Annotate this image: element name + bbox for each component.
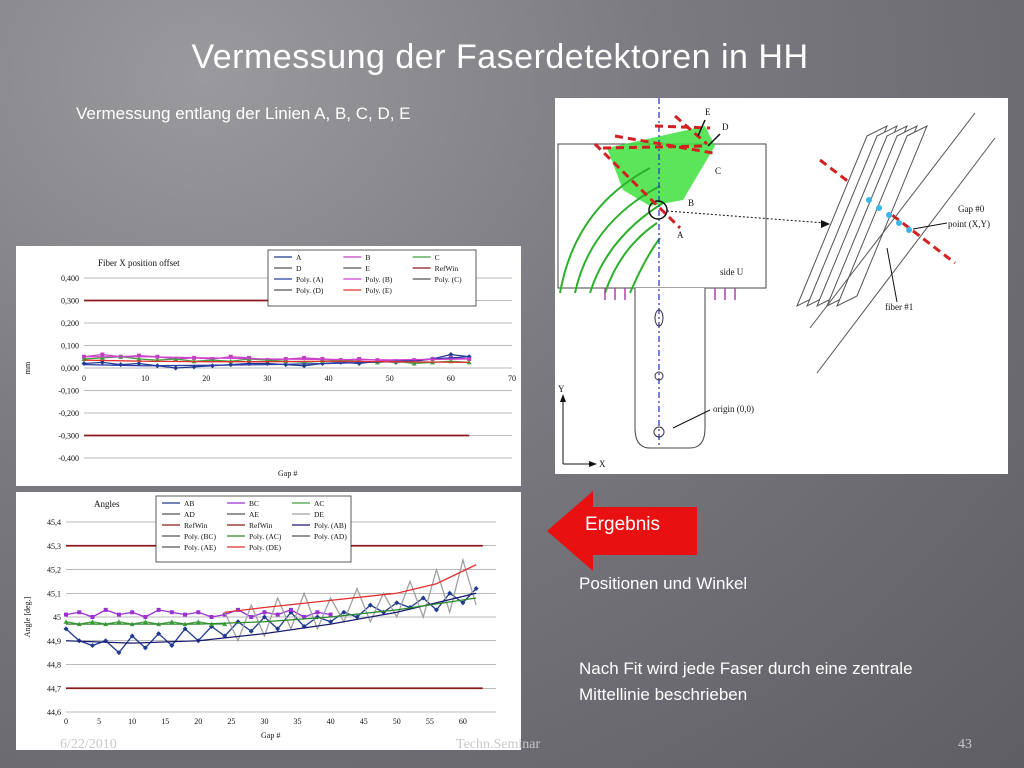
data-point xyxy=(170,610,174,614)
legend-entry: RefWin xyxy=(434,264,459,273)
label-point: point (X,Y) xyxy=(948,219,990,229)
zoomed-fibers xyxy=(797,126,927,306)
legend-entry: AB xyxy=(184,499,195,508)
data-point xyxy=(130,610,134,614)
y-axis-label: Y xyxy=(558,384,565,394)
x-tick-label: 20 xyxy=(202,374,211,383)
chart-title: Angles xyxy=(94,499,120,509)
result-note: Positionen und Winkel xyxy=(579,574,748,593)
ergebnis-label: Ergebnis xyxy=(585,514,660,535)
legend-entry: D xyxy=(296,264,302,273)
chart-x-position-offset xyxy=(16,246,521,486)
data-point xyxy=(90,643,95,648)
data-point xyxy=(196,610,200,614)
legend-entry: Poly. (E) xyxy=(365,286,392,295)
label-c: C xyxy=(715,166,722,176)
x-tick-label: 50 xyxy=(392,717,401,726)
x-tick-label: 60 xyxy=(446,374,455,383)
legend-entry: Poly. (AC) xyxy=(249,532,282,541)
zoom-link-arrowhead xyxy=(821,220,830,228)
label-side: side U xyxy=(720,267,744,277)
footer-page-number: 43 xyxy=(958,737,972,752)
data-point xyxy=(329,613,333,617)
y-tick-label: 0,100 xyxy=(61,341,79,351)
x-tick-label: 30 xyxy=(263,374,272,383)
y-tick-label: 45,1 xyxy=(47,589,61,599)
x-axis-label: Gap # xyxy=(278,469,298,478)
zoom-link xyxy=(667,211,825,223)
label-gap: Gap #0 xyxy=(958,204,985,214)
y-tick-label: 0,000 xyxy=(61,364,79,373)
x-tick-label: 55 xyxy=(425,717,434,726)
legend-entry: Poly. (C) xyxy=(434,275,462,284)
fiber-curve xyxy=(630,238,660,293)
x-axis-label: X xyxy=(599,459,606,469)
slide-subtitle: Vermessung entlang der Linien A, B, C, D, E xyxy=(76,104,411,123)
chart-angles-svg xyxy=(16,492,521,750)
y-tick-label: 0,200 xyxy=(61,319,79,328)
x-tick-label: 20 xyxy=(194,717,203,726)
y-tick-label: -0,300 xyxy=(58,431,79,441)
fiber-pointer xyxy=(887,248,897,302)
legend-entry: Poly. (A) xyxy=(296,275,324,284)
legend-entry: AC xyxy=(314,499,325,508)
data-point xyxy=(249,615,253,619)
y-tick-label: 45,3 xyxy=(47,541,61,551)
data-point xyxy=(289,608,293,612)
y-tick-label: -0,400 xyxy=(58,454,79,463)
legend-entry: B xyxy=(365,253,371,262)
legend-entry: Poly. (BC) xyxy=(184,532,217,541)
legend-entry: BC xyxy=(249,499,260,508)
y-tick-label: 45,2 xyxy=(47,565,61,575)
x-tick-label: 10 xyxy=(128,717,137,726)
label-origin: origin (0,0) xyxy=(713,404,754,414)
x-tick-label: 40 xyxy=(324,374,333,383)
data-point xyxy=(173,366,178,371)
legend-entry: A xyxy=(296,253,302,262)
x-axis-arrowhead xyxy=(589,461,597,467)
chart-x-position-offset-svg xyxy=(16,246,521,486)
x-tick-label: 45 xyxy=(359,717,368,726)
legend-entry: AE xyxy=(249,510,259,519)
legend-entry: AD xyxy=(184,510,195,519)
data-point xyxy=(77,610,81,614)
footer-event: Techn.Seminar xyxy=(456,737,541,752)
legend-entry: Poly. (AE) xyxy=(184,543,217,552)
legend-entry: C xyxy=(434,253,440,262)
label-d: D xyxy=(722,122,729,132)
y-tick-label: 0,400 xyxy=(61,274,79,283)
fiber-geometry-diagram xyxy=(555,98,1008,474)
y-axis-arrowhead xyxy=(560,394,566,402)
y-tick-label: -0,200 xyxy=(58,409,79,418)
data-point xyxy=(117,613,121,617)
y-axis-label: mm xyxy=(23,361,32,375)
y-tick-label: 45,4 xyxy=(47,518,61,527)
legend-entry: E xyxy=(365,264,370,273)
footer-date: 6/22/2010 xyxy=(60,737,117,752)
data-point xyxy=(157,608,161,612)
y-tick-label: 45 xyxy=(53,613,61,622)
y-tick-label: 44,6 xyxy=(47,708,61,717)
legend-entry: RefWin xyxy=(184,521,208,530)
data-point xyxy=(276,613,280,617)
x-tick-label: 30 xyxy=(260,717,269,726)
fit-note: Nach Fit wird jede Faser durch eine zentrale Mittellinie beschrieben xyxy=(579,659,913,704)
series-line xyxy=(225,560,476,641)
legend-entry: Poly. (D) xyxy=(296,286,324,295)
x-tick-label: 50 xyxy=(385,374,394,383)
x-tick-label: 25 xyxy=(227,717,236,726)
label-e: E xyxy=(705,107,711,117)
detector-stem xyxy=(635,288,705,448)
fiber-curve xyxy=(605,223,657,293)
chart-title: Fiber X position offset xyxy=(98,258,180,268)
label-fiber: fiber #1 xyxy=(885,302,914,312)
data-point xyxy=(143,615,147,619)
legend-entry: DE xyxy=(314,510,324,519)
y-tick-label: 44,8 xyxy=(47,660,61,670)
y-tick-label: 0,300 xyxy=(61,296,79,306)
legend-entry: Poly. (AB) xyxy=(314,521,347,530)
label-b: B xyxy=(688,198,695,208)
x-tick-label: 0 xyxy=(82,374,86,383)
data-point xyxy=(315,610,319,614)
data-point xyxy=(90,615,94,619)
legend-entry: RefWin xyxy=(249,521,273,530)
x-tick-label: 15 xyxy=(161,717,170,726)
y-axis-label: Angle [deg.] xyxy=(23,596,32,638)
data-point xyxy=(183,613,187,617)
legend-entry: Poly. (DE) xyxy=(249,543,282,552)
slide-title: Vermessung der Faserdetektoren in HH xyxy=(191,38,809,76)
legend-entry: Poly. (AD) xyxy=(314,532,347,541)
y-tick-label: 44,7 xyxy=(47,684,61,694)
x-tick-label: 35 xyxy=(293,717,302,726)
x-tick-label: 10 xyxy=(141,374,150,383)
series-line xyxy=(66,598,476,624)
x-tick-label: 70 xyxy=(508,374,516,383)
fiber-geometry-diagram-svg xyxy=(555,98,1008,474)
label-a: A xyxy=(677,230,684,240)
data-point xyxy=(64,613,68,617)
x-tick-label: 40 xyxy=(326,717,335,726)
y-tick-label: -0,100 xyxy=(58,386,79,396)
x-tick-label: 60 xyxy=(458,717,467,726)
y-tick-label: 44,9 xyxy=(47,636,61,646)
data-point xyxy=(104,608,108,612)
data-point xyxy=(210,615,214,619)
chart-angles xyxy=(16,492,521,750)
x-tick-label: 0 xyxy=(64,717,68,726)
x-axis-label: Gap # xyxy=(261,731,281,740)
legend-entry: Poly. (B) xyxy=(365,275,393,284)
data-point xyxy=(262,610,266,614)
x-tick-label: 5 xyxy=(97,717,102,726)
